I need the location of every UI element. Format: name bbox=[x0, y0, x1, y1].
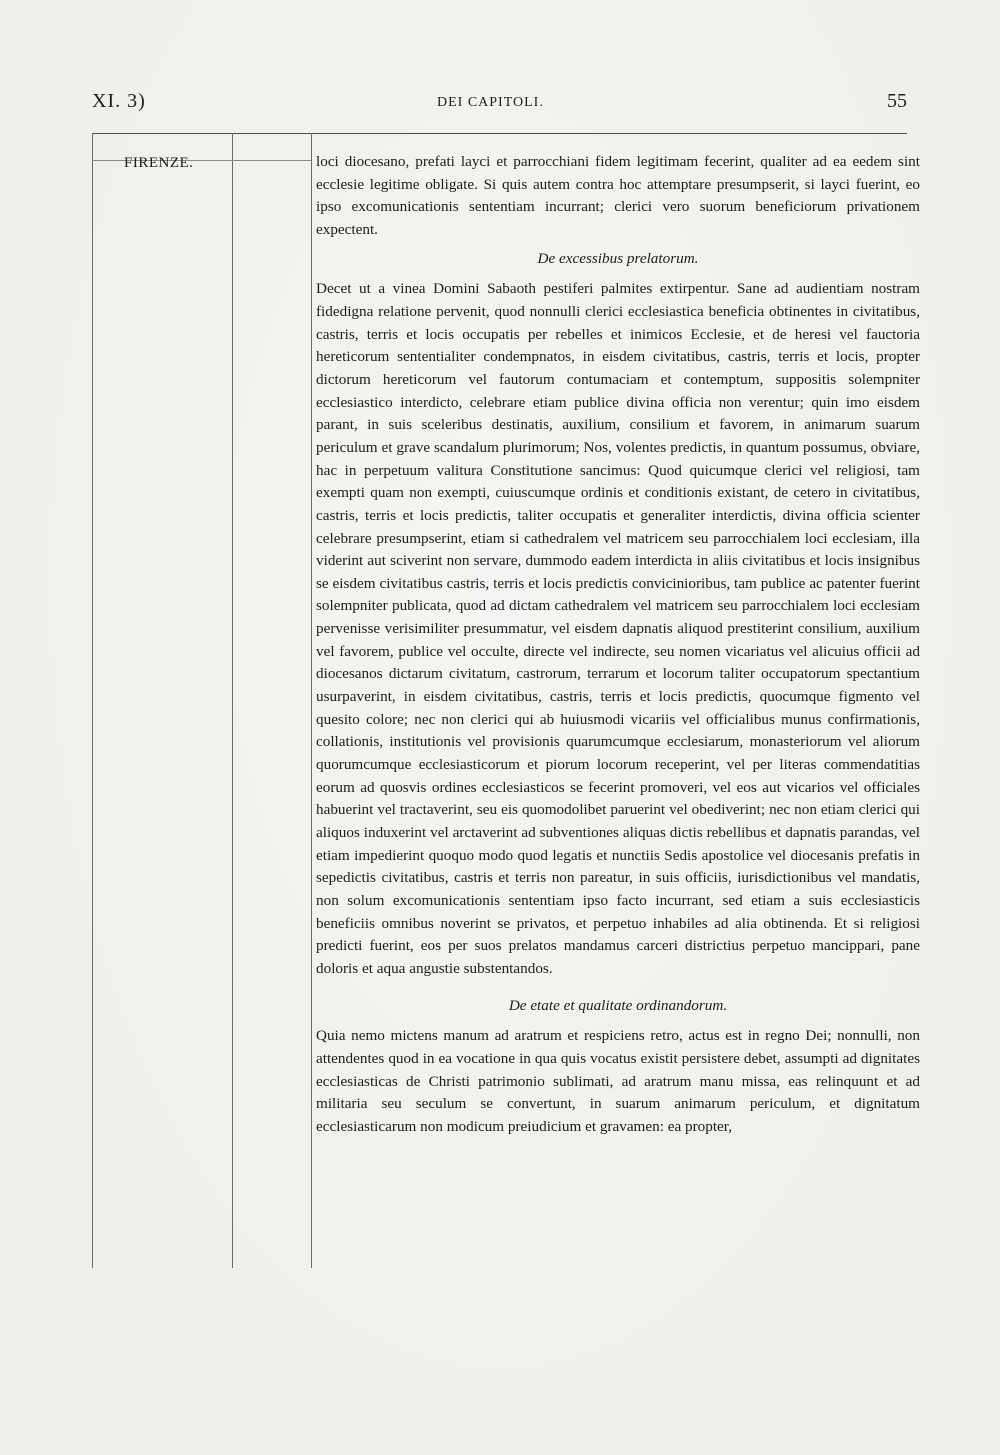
running-header bbox=[92, 90, 907, 120]
page-number: 55 bbox=[887, 90, 907, 112]
paragraph-continuation: loci diocesano, prefati layci et parrocchiani fidem legitimam fecerint, qualiter ad ea eedem sint ecclesie legitime obligate. Si quis autem contra hoc attemptare presumpserit, si layci fuerint, eo ipso excomunicationis sententiam incurrant; clerici vero suorum beneficiorum privationem expectent. bbox=[316, 153, 920, 238]
section-heading-etate: De etate et qualitate ordinandorum. bbox=[508, 996, 728, 1014]
running-title: DEI CAPITOLI. bbox=[437, 95, 544, 110]
chapter-reference: XI. 3) bbox=[92, 90, 146, 112]
section-heading-excessibus: De excessibus prelatorum. bbox=[537, 249, 699, 267]
margin-column-line-left bbox=[92, 133, 93, 1268]
main-text-column bbox=[316, 151, 920, 1139]
paragraph-quia: Quia nemo mictens manum ad aratrum et respiciens retro, actus est in regno Dei; nonnulli, non attendentes quod in ea vocatione in qua quis vocatus existit persistere debet, assumpti ad dignitates ecclesiasticas de Christi patrimonio sublimati, ad aratrum manu missa, eas relinquunt et ad militaria seu seculum se convertunt, in suarum animarum periculum, et dignitatum ecclesiasticarum non modicum preiudicium et gravamen: ea propter, bbox=[316, 1027, 920, 1135]
margin-place-label: FIRENZE. bbox=[124, 155, 194, 171]
margin-column-line-middle bbox=[232, 133, 233, 1268]
header-rule bbox=[92, 133, 907, 134]
margin-column-line-right bbox=[311, 133, 312, 1268]
paragraph-decet: Decet ut a vinea Domini Sabaoth pestiferi palmites extirpentur. Sane ad audientiam nostram fidedigna relatione pervenit, quod nonnulli clerici ecclesiastica beneficia obtinentes in civitatibus, castris, terris et locis occupatis per rebelles et inimicos Ecclesie, et de heresi vel fauctoria hereticorum sententialiter condempnatos, in eisdem civitatibus, castris, terris et locis, propter dictorum hereticorum vel fautorum contumaciam et contemptum, suppositis solempniter ecclesiastico interdicto, celebrare etiam publice divina officia non verentur; quin imo eisdem parant, in suis sceleribus destinatis, auxilium, consilium et favorem, in animarum suarum periculum et grave scandalum plurimorum; Nos, volentes predictis, in quantum possumus, obviare, hac in perpetuum valitura Constitutione sancimus: Quod quicumque clerici vel religiosi, tam exempti quam non exempti, cuiuscumque ordinis et conditionis existant, de cetero in civitatibus, castris, terris et locis predictis, taliter occupatis et generaliter interdictis, divina officia scienter celebrare presumpserint, etiam si cathedralem vel matricem seu parrocchialem loci ecclesiam, illa viderint aut sciverint non servare, dummodo eadem interdicta in aliis civitatibus et locis insignibus se eisdem civitatibus castris, terris et locis predictis convicinioribus, tam publice ac patenter fuerint solempniter publicata, quod ad dictam cathedralem vel matricem seu parrocchialem loci ecclesiam pervenisse verisimiliter presummatur, vel eisdem dapnatis aliquod prestiterint consilium, auxilium vel favorem, publice vel occulte, directe vel indirecte, seu nomen vicariatus vel alicuius officii ad diocesanos dictarum civitatum, castrorum, terrarum et locorum taliter occupatorum spectantium usurpaverint, in eisdem civitatibus, castris, terris et locis predictis, quocumque figmento vel quesito colore; nec non clerici qui ab huiusmodi vicariis vel officialibus munus confirmationis, collationis, institutionis vel provisionis quarumcumque ecclesiarum, monasteriorum vel aliorum quorumcumque ecclesiasticorum et piorum locorum receperint, vel per literas commendatitias eorum ad quosvis ordines ecclesiasticos se fecerint promoveri, vel eos aut vicarios vel officiales habuerint vel tractaverint, seu eis quomodolibet paruerint vel obediverint; nec non etiam clerici qui aliquos induxerint vel arctaverint ad subventiones aliquas dictis rebellibus et dapnatis parandas, vel etiam impedierint quoquo modo quod legatis et nunctiis Sedis apostolice vel diocesanis prefatis in sepedictis civitatibus, castris et terris non pareatur, in suis officiis, iurisdictionibus vel mandatis, non solum excomunicationis sententiam ipso facto incurrant, sed etiam a suis ecclesiasticis beneficiis omnibus noverint se privatos, et perpetuo inhabiles ad alia obtinenda. Et si religiosi predicti fuerint, eos per suos prelatos mandamus carceri districtius perpetuo mancippari, pane doloris et aqua angustie substentandos. bbox=[316, 280, 920, 977]
